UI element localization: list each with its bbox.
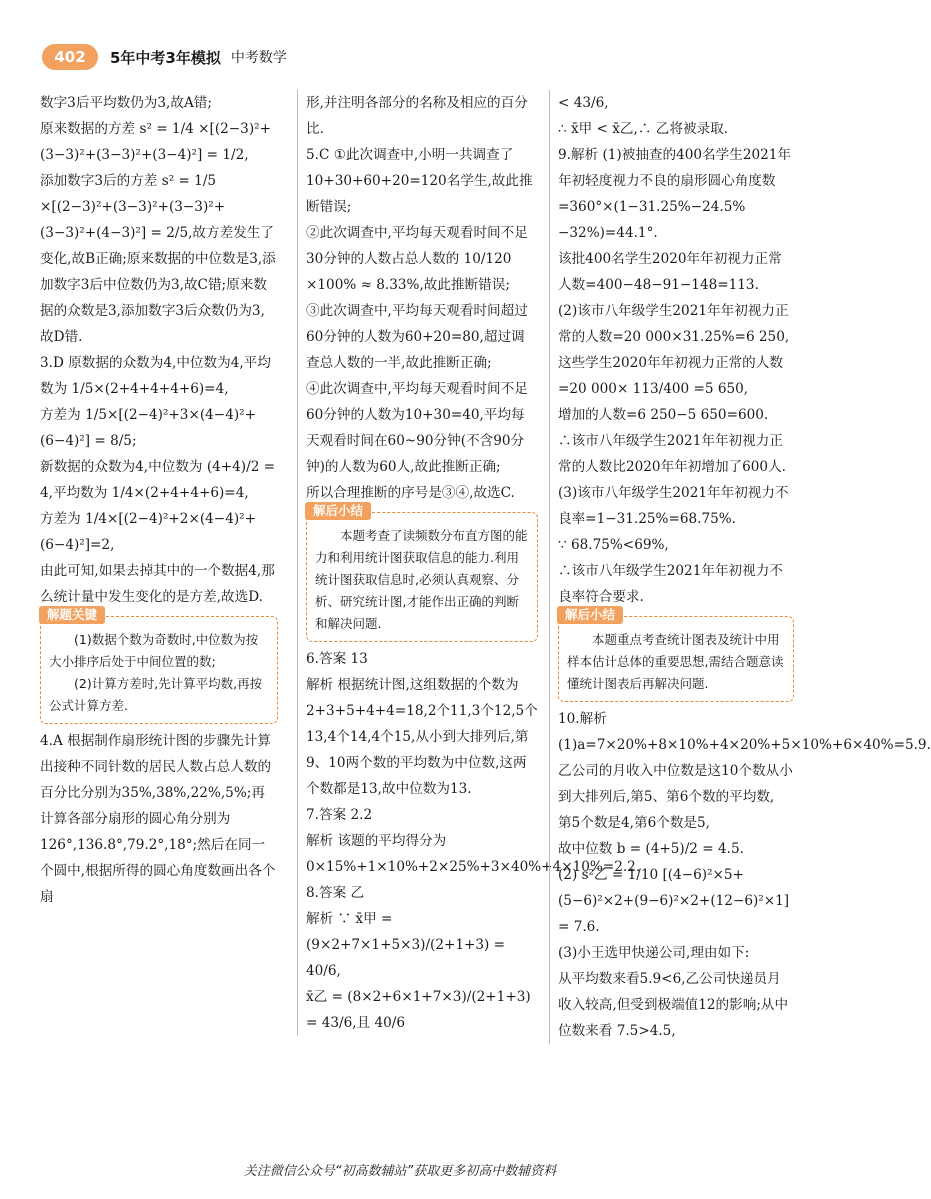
box-line: (1)数据个数为奇数时,中位数为按大小排序后处于中间位置的数; bbox=[49, 632, 259, 669]
page-number-badge: 402 bbox=[42, 44, 98, 70]
paragraph: 8.答案 乙 bbox=[306, 885, 365, 901]
paragraph: 形,并注明各部分的名称及相应的百分比. bbox=[306, 95, 528, 137]
paragraph: 故中位数 b = (4+5)/2 = 4.5. bbox=[558, 841, 744, 857]
paragraph: 9.解析 (1)被抽查的400名学生2021年年初轻度视力不良的扇形圆心角度数=360°×(1−31.25%−24.5%−32%)=44.1°. bbox=[558, 147, 792, 241]
paragraph: 所以合理推断的序号是③④,故选C. bbox=[306, 485, 515, 501]
paragraph: 7.答案 2.2 bbox=[306, 807, 373, 823]
box-line: (2)计算方差时,先计算平均数,再按公式计算方差. bbox=[49, 676, 263, 713]
paragraph: 6.答案 13 bbox=[306, 651, 368, 667]
summary-box bbox=[558, 607, 794, 702]
paragraph: < 43/6, bbox=[558, 95, 609, 111]
footer-note: 关注微信公众号“初高数辅站”获取更多初高中数辅资料 bbox=[243, 1164, 557, 1179]
box-tag: 解题关键 bbox=[39, 606, 105, 624]
paragraph: 由此可知,如果去掉其中的一个数据4,那么统计量中发生变化的是方差,故选D. bbox=[40, 563, 275, 605]
paragraph: ∴该市八年级学生2021年年初视力正常的人数比2020年年初增加了600人. bbox=[558, 433, 786, 475]
paragraph: (3)小王选甲快递公司,理由如下: bbox=[558, 945, 750, 961]
paragraph: 5.C ①此次调查中,小明一共调查了10+30+60+20=120名学生,故此推断错误; bbox=[306, 147, 533, 215]
paragraph: (3)该市八年级学生2021年年初视力不良率=1−31.25%=68.75%. bbox=[558, 485, 789, 527]
paragraph: 解析 根据统计图,这组数据的个数为2+3+5+4+4=18,2个11,3个12,5个13,4个14,4个15,从小到大排列后,第9、10两个数的平均数为中位数,这两个数都是13,故中位数为13. bbox=[306, 677, 538, 797]
subject-title: 中考数学 bbox=[230, 50, 287, 66]
paragraph: 从平均数来看5.9<6,乙公司快递员月收入较高,但受到极端值12的影响;从中位数来看 7.5>4.5, bbox=[558, 971, 789, 1039]
paragraph: 数字3后平均数仍为3,故A错; bbox=[40, 95, 212, 111]
paragraph: (2) s²乙 = 1/10 [(4−6)²×5+(5−6)²×2+(9−6)²×2+(12−6)²×1] = 7.6. bbox=[558, 867, 790, 935]
box-line: 本题重点考查统计图表及统计中用样本估计总体的重要思想,需结合题意读懂统计图表后再解决问题. bbox=[567, 632, 784, 691]
paragraph: 添加数字3后的方差 s² = 1/5 ×[(2−3)²+(3−3)²+(3−3)²+(3−3)²+(4−3)²] = 2/5,故方差发生了变化,故B正确;原来数据的中位数是3,添加数字3后中位数仍为3,故C错;原来数据的众数是3,添加数字3后众数仍为3,故D错. bbox=[40, 173, 276, 345]
paragraph: 3.D 原数据的众数为4,中位数为4,平均数为 1/5×(2+4+4+4+6)=4, bbox=[40, 355, 271, 397]
book-title: 5年中考3年模拟 bbox=[110, 48, 221, 67]
paragraph: 第5个数是4,第6个数是5, bbox=[558, 815, 710, 831]
paragraph: 增加的人数=6 250−5 650=600. bbox=[558, 407, 769, 423]
paragraph: ∵ 68.75%<69%, bbox=[558, 537, 669, 553]
paragraph: ④此次调查中,平均每天观看时间不足60分钟的人数为10+30=40,平均每天观看时间在60~90分钟(不含90分钟)的人数为60人,故此推断正确; bbox=[306, 381, 528, 475]
paragraph: 方差为 1/4×[(2−4)²+2×(4−4)²+(6−4)²]=2, bbox=[40, 511, 256, 553]
paragraph: 解析 ∵ x̄甲 = (9×2+7×1+5×3)/(2+1+3) = 40/6, bbox=[306, 911, 506, 979]
paragraph: 10.解析 (1)a=7×20%+8×10%+4×20%+5×10%+6×40%=5.9. bbox=[558, 711, 931, 753]
paragraph: 这些学生2020年年初视力正常的人数=20 000× 113/400 =5 650, bbox=[558, 355, 783, 397]
paragraph: 4.A 根据制作扇形统计图的步骤先计算出接种不同针数的居民人数占总人数的百分比分别为35%,38%,22%,5%;再计算各部分扇形的圆心角分别为126°,136.8°,79.2°,18°;然后在同一个圆中,根据所得的圆心角度数画出各个扇 bbox=[40, 733, 276, 905]
paragraph: (2)该市八年级学生2021年年初视力正常的人数=20 000×31.25%=6 250, bbox=[558, 303, 790, 345]
paragraph: 原来数据的方差 s² = 1/4 ×[(2−3)²+(3−3)²+(3−3)²+(3−4)²] = 1/2, bbox=[40, 121, 271, 163]
paragraph: ∴ x̄甲 < x̄乙,∴ 乙将被录取. bbox=[558, 121, 729, 137]
box-line: 本题考查了读频数分布直方图的能力和利用统计图获取信息的能力.利用统计图获取信息时,必须认真观察、分析、研究统计图,才能作出正确的判断和解决问题. bbox=[315, 528, 528, 631]
paragraph: 乙公司的月收入中位数是这10个数从小到大排列后,第5、第6个数的平均数, bbox=[558, 763, 793, 805]
paragraph: 方差为 1/5×[(2−4)²+3×(4−4)²+(6−4)²] = 8/5; bbox=[40, 407, 256, 449]
box-tag: 解后小结 bbox=[557, 606, 623, 624]
paragraph: ∴该市八年级学生2021年年初视力不良率符合要求. bbox=[558, 563, 783, 605]
paragraph: ②此次调查中,平均每天观看时间不足30分钟的人数占总人数的 10/120 ×100% ≈ 8.33%,故此推断错误; bbox=[306, 225, 528, 293]
box-tag: 解后小结 bbox=[305, 502, 371, 520]
page-header bbox=[42, 40, 287, 74]
column-right bbox=[549, 90, 931, 1044]
key-point-box bbox=[40, 607, 278, 724]
paragraph: 新数据的众数为4,中位数为 (4+4)/2 = 4,平均数为 1/4×(2+4+4+6)=4, bbox=[40, 459, 276, 501]
paragraph: x̄乙 = (8×2+6×1+7×3)/(2+1+3) = 43/6,且 40/6 bbox=[306, 989, 531, 1031]
paragraph: 该批400名学生2020年年初视力正常人数=400−48−91−148=113. bbox=[558, 251, 782, 293]
column-left bbox=[40, 90, 278, 910]
summary-box bbox=[306, 503, 538, 642]
paragraph: 解析 该题的平均得分为0×15%+1×10%+2×25%+3×40%+4×10%=2.2. bbox=[306, 833, 641, 875]
paragraph: ③此次调查中,平均每天观看时间超过60分钟的人数为60+20=80,超过调查总人数的一半,故此推断正确; bbox=[306, 303, 528, 371]
